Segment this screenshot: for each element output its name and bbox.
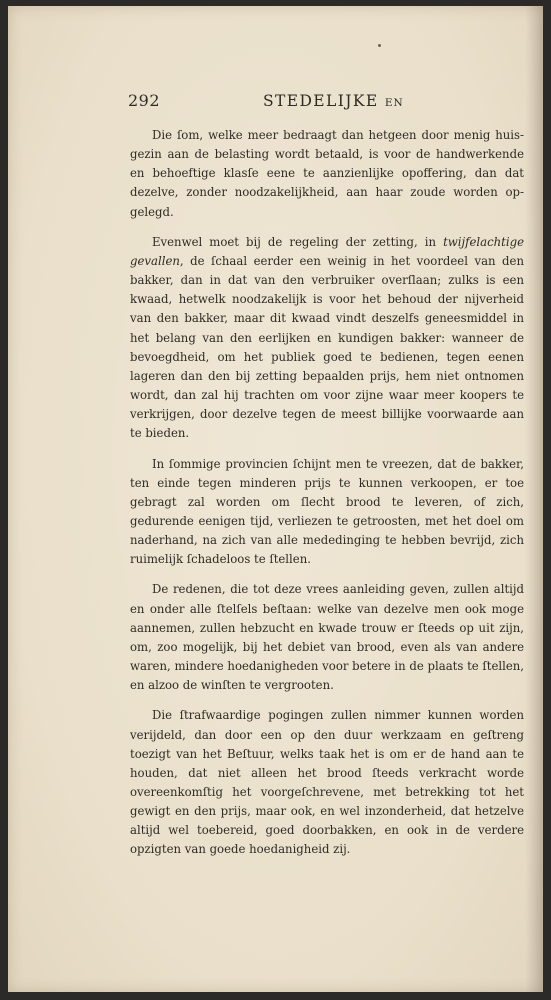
paragraph-5: Die ſtrafwaardige pogingen zullen nimmer kunnen worden verijdeld, dan door een op den duur werkzaam en geſtreng toezigt van het Beſtuur, welks taak het is om er de hand aan te houden, dat niet alleen het brood ſteeds verkracht worde overeenkomſtig het voorgeſchrevene, met betrekking tot het gewigt en den prijs, maar ook, en wel inzonderheid, dat hetzelve altijd wel toebereid, goed doorbakken, en ook in de verdere opzigten van goede hoedanigheid zij. <box>130 708 524 857</box>
paragraph-3: In ſommige provincien ſchijnt men te vreezen, dat de bakker, ten einde tegen minderen prijs te kunnen verkoopen, er toe gebragt zal worden om ſlecht brood te leveren, of zich, gedurende eenigen tijd, verliezen te getroosten, met het doel om naderhand, na zich van alle mededinging te hebben bevrijd, zich ruimelijk ſchadeloos te ſtellen. <box>130 456 524 567</box>
book-page <box>8 6 543 992</box>
page-number: 292 <box>128 91 161 110</box>
paper-speck <box>378 44 381 47</box>
running-title-main: STEDELIJKE <box>263 92 379 110</box>
paragraph-1: Die ſom, welke meer bedraagt dan hetgeen door menig huisgezin aan de belasting wordt betaald, is voor de handwerkende en behoeftige klasſe eene te aanzienlijke opoffering, dan dat dezelve, zonder noodzakelijkheid, aan haar zoude worden opgelegd. <box>130 128 524 219</box>
paragraph-2-start: Evenwel moet bij de regeling der zetting, in <box>152 234 444 249</box>
gutter-shadow <box>525 6 543 992</box>
paragraph-2-rest: , de ſchaal eerder een weinig in het voordeel van den bakker, dan in dat van den verbruiker overſlaan; zulks is een kwaad, hetwelk noodzakelijk is voor het behoud der nijverheid van den bakker, maar dit kwaad vindt deszelfs geneesmiddel in het belang van den eerlijken en kundigen bakker: wanneer de bevoegdheid, om het publiek goed te bedienen, tegen eenen lageren dan den bij zetting bepaalden prijs, hem niet ontnomen wordt, dan zal hij trachten om voor zijne waar meer koopers te verkrijgen, door dezelve tegen de meest billijke voorwaarde aan te bieden. <box>130 253 524 441</box>
body-text <box>130 126 524 871</box>
running-head <box>128 90 523 112</box>
paragraph-4: De redenen, die tot deze vrees aanleiding geven, zullen altijd en onder alle ſtelſels beſtaan: welke van dezelve men ook moge aannemen, zullen hebzucht en kwade trouw er ſteeds op uit zijn, om, zoo mogelijk, bij het debiet van brood, even als van andere waren, mindere hoedanigheden voor betere in de plaats te ſtellen, en alzoo de winſten te vergrooten. <box>130 582 524 693</box>
running-title-suffix: EN <box>384 97 404 109</box>
running-title <box>263 90 404 114</box>
paragraph-2-italic: twijfelachtige gevallen <box>130 234 524 268</box>
paragraph-2 <box>130 233 524 444</box>
